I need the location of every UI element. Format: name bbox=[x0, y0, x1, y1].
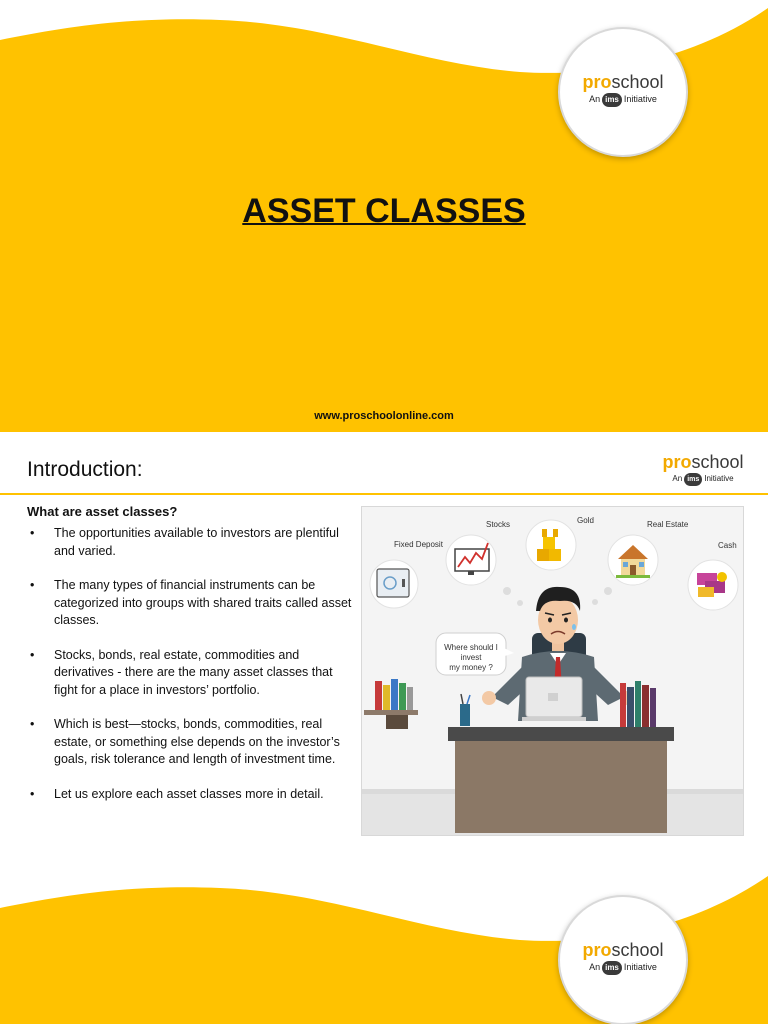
list-item bbox=[27, 577, 357, 630]
slide-heading: Introduction: bbox=[27, 458, 143, 481]
logo-initiative-text: Initiative bbox=[704, 474, 734, 483]
slide-title: ASSET CLASSES bbox=[242, 192, 526, 230]
proschool-logo bbox=[558, 940, 688, 975]
thought-dot bbox=[604, 587, 612, 595]
list-item bbox=[27, 525, 357, 560]
logo-initiative-text: Initiative bbox=[623, 94, 657, 104]
thought-dot bbox=[517, 600, 523, 606]
bullet-glyph: • bbox=[30, 786, 35, 801]
speech-bubble bbox=[436, 633, 514, 675]
website-url[interactable]: www.proschoolonline.com bbox=[314, 410, 454, 422]
list-item bbox=[27, 647, 357, 700]
laptop bbox=[522, 677, 586, 721]
heading-divider bbox=[0, 493, 768, 495]
thought-dot bbox=[503, 587, 511, 595]
list-item bbox=[27, 716, 357, 769]
bullet-glyph: • bbox=[30, 647, 35, 662]
label-fixed-deposit: Fixed Deposit bbox=[394, 540, 443, 549]
next-title-slide bbox=[0, 868, 768, 1024]
thought-dot bbox=[592, 599, 598, 605]
logo-pro-text: pro bbox=[662, 452, 692, 472]
title-slide bbox=[0, 0, 768, 432]
proschool-logo bbox=[558, 72, 688, 107]
ims-badge: ims bbox=[602, 961, 622, 975]
logo-pro-text: pro bbox=[582, 72, 612, 92]
proschool-logo-small bbox=[648, 452, 758, 486]
logo-school-text: school bbox=[691, 452, 744, 472]
logo-school-text: school bbox=[611, 72, 664, 92]
book-stack bbox=[620, 681, 656, 727]
section-subheading: What are asset classes? bbox=[27, 504, 178, 519]
bullet-text: Stocks, bonds, real estate, commodities and derivatives - there are the many asset classes that fight for a place in investors’ portfolio. bbox=[54, 647, 333, 697]
speech-line: my money ? bbox=[449, 663, 493, 672]
bullet-text: The many types of financial instruments can be categorized into groups with shared traits called asset classes. bbox=[54, 578, 352, 627]
investor-illustration bbox=[361, 506, 744, 836]
bullet-text: The opportunities available to investors are plentiful and varied. bbox=[54, 526, 339, 558]
bullet-glyph: • bbox=[30, 578, 35, 592]
logo-an-text: An bbox=[672, 474, 683, 483]
safe-icon bbox=[377, 569, 409, 597]
bullet-text: Which is best—stocks, bonds, commodities, real estate, or something else depends on the investor’s goals, risk tolerance and length of investment time. bbox=[54, 717, 340, 766]
logo-initiative-text: Initiative bbox=[623, 962, 657, 972]
bullet-text: Let us explore each asset classes more in detail. bbox=[54, 786, 324, 801]
binder-shelf bbox=[364, 679, 418, 729]
ims-badge: ims bbox=[602, 93, 622, 107]
bullet-glyph: • bbox=[30, 526, 35, 540]
label-cash: Cash bbox=[718, 541, 737, 550]
logo-an-text: An bbox=[589, 962, 601, 972]
label-stocks: Stocks bbox=[486, 520, 511, 529]
bullet-glyph: • bbox=[30, 717, 35, 731]
bullet-list bbox=[27, 525, 357, 820]
ims-badge: ims bbox=[684, 473, 702, 486]
label-gold: Gold bbox=[577, 516, 594, 525]
speech-line: Where should I bbox=[444, 643, 498, 652]
speech-line: invest bbox=[460, 653, 482, 662]
logo-pro-text: pro bbox=[582, 940, 612, 960]
logo-school-text: school bbox=[611, 940, 664, 960]
logo-an-text: An bbox=[589, 94, 601, 104]
introduction-slide bbox=[0, 432, 768, 868]
list-item bbox=[27, 786, 357, 804]
pen-cup bbox=[460, 694, 470, 726]
office-desk bbox=[448, 727, 674, 833]
label-real-estate: Real Estate bbox=[647, 520, 689, 529]
